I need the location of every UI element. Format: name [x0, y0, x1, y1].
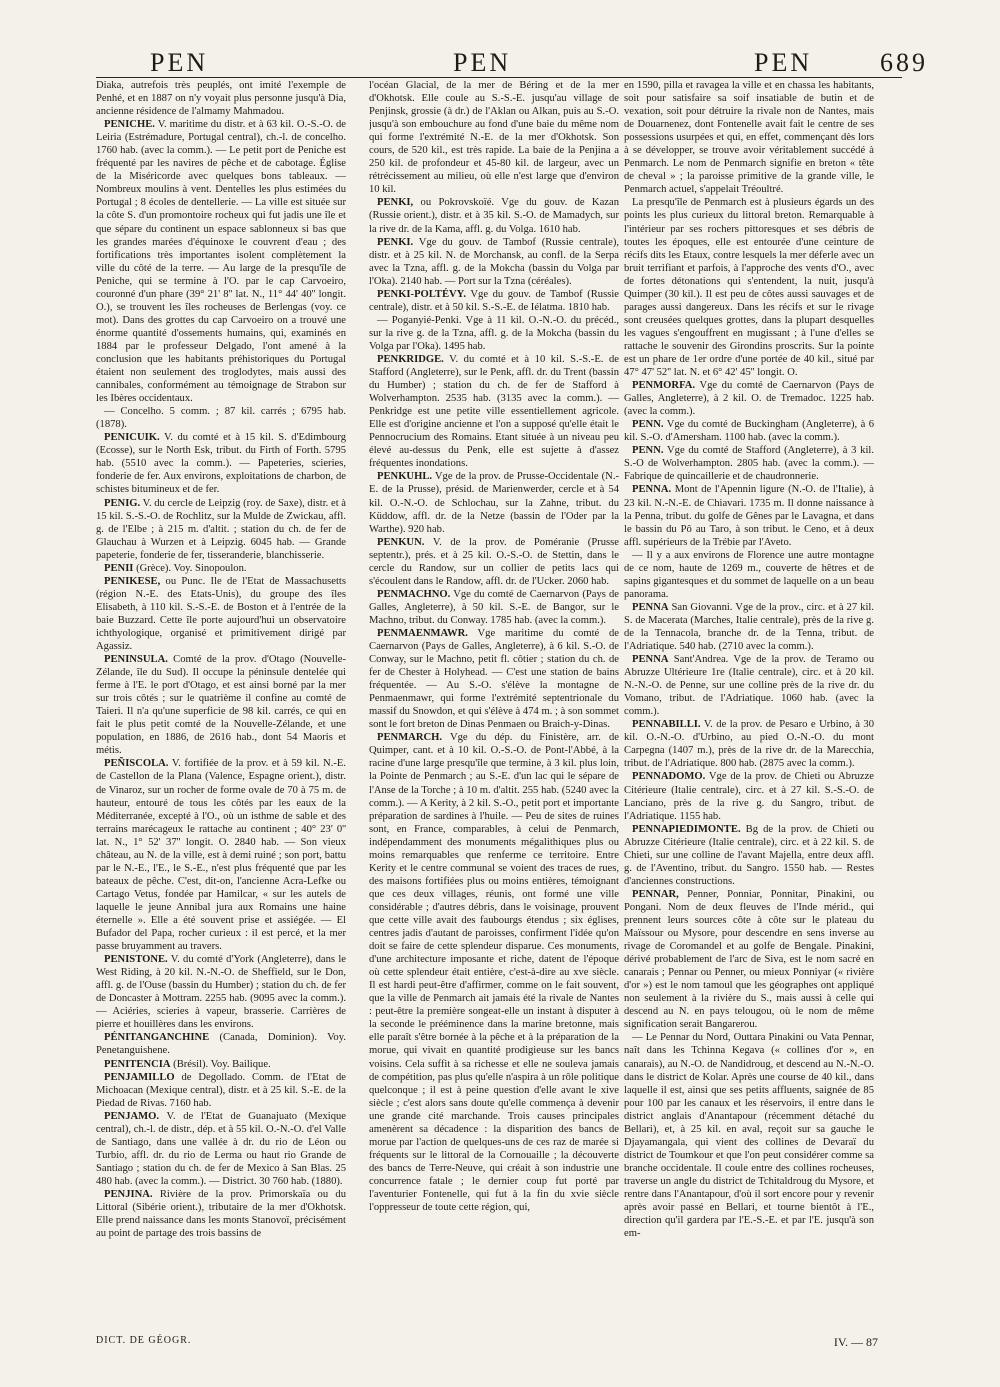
entry-paragraph — [369, 314, 619, 353]
entry-text: Mont de l'Apennin ligure (N.-O. de l'Italie), à 23 kil. N.-N.-E. de Chiavari. 1735 m. Il donne naissance à la Penna, tribut. du golfe de Gênes par le Lavagna, et dans le bassin du Pô au Taro, à son tribut. le Ceno, et à deux affl. supérieurs de la Trébie par l'Aveto. — [624, 484, 874, 548]
entry-text: Sant'Andrea. Vge de la prov. de Teramo ou Abruzze Ultérieure 1re (Italie centrale), circ. et à 20 kil. N.-N.-O. de Penne, sur une colline près de la rive dr. du Vomano, tribut. de l'Adriatique. 1060 hab. (avec la comm.). — [624, 654, 874, 718]
entry-text: Vge du comté de Caernarvon (Pays de Galles, Angleterre), à 2 kil. O. de Tremadoc. 1225 hab. (avec la comm.). — [624, 380, 874, 418]
entry-text: Vge du comté de Stafford (Angleterre), à 3 kil. S.-O de Wolverhampton. 2805 hab. (avec la comm.). — Fabrique de quincaillerie et de chaudronnerie. — [624, 445, 874, 483]
dictionary-entry — [624, 770, 874, 822]
dictionary-entry — [96, 1071, 346, 1110]
entry-text: Bg de la prov. de Chieti ou Abruzze Citérieure (Italie centrale), circ. et à 22 kil. S. de Chieti, sur une colline de l'avant Majella, entre deux affl. g. de l'Aventino, tribut. du Sangro. 1550 hab. — Restes d'anciennes constructions. — [624, 823, 874, 887]
entry-text: Penner, Ponniar, Ponnitar, Pinakini, ou Pongani. Nom de deux fleuves de l'Inde mérid., qui prennent leurs sources côte à côte sur le plateau du Maïssour ou Mysore, pour descendre en sens inverse au rivage de Coromandel et au golfe de Bengale. Pinakini, dérivé probablement de l'arc de Siva, est le nom sacré en canarais ; Pennar ou Penner, ou mieux Ponniyar (« rivière d'or ») est le nom tamoul que les géographes ont appliqué non seulement à la rivière du S., mais aussi à celle qui descend au N. en pays telougou, où le nom de même signification serait Bangarerou. — [624, 888, 874, 1031]
dictionary-entry — [96, 1188, 346, 1240]
entry-text: — Poganyié-Penki. Vge à 11 kil. O.-N.-O. du précéd., sur la rive g. de la Tzna, affl. g. de la Mokcha (bassin du Volga par l'Oka). 1495 hab. — [369, 314, 619, 352]
entry-text: — Concelho. 5 comm. ; 87 kil. carrés ; 6795 hab. (1878). — [96, 406, 346, 431]
entry-text: Vge du comté de Buckingham (Angleterre), à 6 kil. S.-O. d'Amersham. 1100 hab. (avec la comm.). — [624, 419, 874, 444]
entry-headword: PENNA — [632, 601, 669, 613]
entry-headword: PENNADOMO. — [632, 771, 706, 783]
footer-volume-mark: IV. — 87 — [833, 1335, 878, 1349]
page-footer — [96, 1335, 902, 1357]
entry-text: Comté de la prov. d'Otago (Nouvelle-Zélande, île du Sud). Il occupe la péninsule dentelée qui ferme à l'E. le port d'Otago, et est ainsi borné par la mer sur trois côtés ; sur le quatrième il confine au comté de Taieri. Il n'a qu'une superficie de 98 kil. carrés, ce qui en fait le plus petit comté de la Nouvelle-Zélande, et une population, en 1886, de 2616 hab., dont 54 Maoris et métis. — [96, 654, 346, 757]
entry-text: V. du comté d'York (Angleterre), dans le West Riding, à 20 kil. N.-N.-O. de Sheffield, sur le Don, affl. g. de l'Ouse (bassin du Humber) ; station du ch. de fer de Doncaster à Mottram. 2255 hab. (9095 avec la comm.). — Aciéries, scieries à vapeur, brasserie. Carrières de pierre et houillères dans les environs. — [96, 954, 346, 1031]
entry-text: V. maritime du distr. et à 63 kil. O.-S.-O. de Leiria (Estrémadure, Portugal central), ch.-l. de concelho. 1760 hab. (avec la comm.). — Le petit port de Peniche est fréquenté par les navires de pêche et de cabotage. Église de la Miséricorde avec quelques bons tableaux. — Nombreux moulins à vent. Dentelles les plus estimées du Portugal ; 8 écoles de dentellerie. — La ville est située sur la côte S. d'un promontoire rocheux qui fut jadis une île et que sépare du continent un espace sablonneux si bas que les grandes marées d'équinoxe le couvrent d'eau ; des fortifications très importantes isolent complètement la ville du côté de la terre. — Au large de la presqu'île de Peniche, qui se termine à l'O. par le cap Carvoeiro, couronné d'un phare (39° 21' 8'' lat. N., 11° 44' 40'' longit. O.), se trouvent les îles rocheuses de Berlengas (voy. ce mot). Dans des grottes du cap Carvoeiro on a trouvé une énorme quantité d'ossements humains, qui, examinés en 1884 par le professeur Delgado, l'ont amené à la conclusion que les habitants préhistoriques du Portugal étaient non seulement des troglodytes, mais aussi des cannibales, conformément au témoignage de Strabon sur les Ibères occidentaux. — [96, 119, 346, 405]
entry-text: de Degollado. Comm. de l'Etat de Michoacan (Mexique central), distr. et à 25 kil. S.-E. de la Piedad de Rivas. 7160 hab. — [96, 1071, 346, 1109]
dictionary-entry — [624, 483, 874, 548]
dictionary-entry — [624, 888, 874, 1032]
dictionary-entry — [624, 653, 874, 718]
entry-headword: PENMACHNO. — [377, 588, 451, 600]
entry-text: Vge du dép. du Finistère, arr. de Quimper, cant. et à 10 kil. O.-S.-O. de Pont-l'Abbé, à la racine d'une large presqu'île que termine, à 3 kil. plus loin, la Pointe de Penmarch ; au S.-E. d'un lac qui le sépare de l'Anse de la Torche ; à 10 m. d'altit. 255 hab. (5240 avec la comm.). — A Kerity, à 2 kil. S.-O., petit port et importante préparation de sardines à l'huile. — Peu de sites de ruines sont, en France, comparables, à celui de Penmarch, indépendamment des monuments mégalithiques plus ou moins remarquables que renferme ce territoire. Entre Kerity et le centre communal se voient des traces de rues, des maisons fortifiées plus ou moins entières, témoignant que ces deux villages, réunis, ont formé une ville considérable ; d'autres débris, dans le voisinage, prouvent que cette ville avait des faubourgs étendus ; six églises, centres jadis d'autant de paroisses, confirment l'idée qu'on doit se faire de cette splendeur disparue. Ces monuments, d'une architecture imposante et riche, datent de l'époque où cette splendeur était entière, c'est-à-dire au xve siècle. Il est hardi peut-être d'affirmer, comme on le fait souvent, que la ville de Penmarch ait jamais été la rivale de Nantes : peut-être la première songeat-elle un instant à disputer à la seconde le prééminence dans la marine bretonne, mais elle paraît s'être bornée à la pêche et à la préparation de la morue, qui vivait en quantité prodigieuse sur les bancs voisins. Cela suffit à sa richesse et elle ne souleva jamais de compétition, pas plus qu'elle n'aspira à un rôle politique quelconque ; il est à peine question d'elle avant le xive siècle ; c'est alors sans doute qu'elle commença à devenir une grande cité marchande. Trois causes principales amenèrent sa décadence : la disparition des bancs de morue par l'action de quelques-uns de ces raz de marée si fréquents sur le littoral de la Cornouaille ; la découverte des bancs de Terre-Neuve, qui créait à son industrie une concurrence fatale ; le dernier coup fut porté par l'aventurier Fontenelle, qui fut à la fin du xvie siècle l'oppresseur de toute cette région, qui, — [369, 732, 619, 1214]
entry-text: V. du cercle de Leipzig (roy. de Saxe), distr. et à 15 kil. S.-S.-O. de Rochlitz, sur la Mulde de Zwickau, affl. g. de l'Elbe ; à 215 m. d'altit. ; station du ch. de fer de Glauchau à Wurzen et à Leipzig. 6045 hab. — Grande papeterie, fonderie de fer, tisseranderie, blanchisserie. — [96, 497, 346, 561]
entry-paragraph — [624, 549, 874, 601]
entry-headword: PENJINA. — [104, 1188, 153, 1200]
entry-headword: PENNAPIEDIMONTE. — [632, 823, 741, 835]
dictionary-entry — [369, 731, 619, 1214]
entry-headword: PENISTONE. — [104, 954, 168, 966]
entry-headword: PENN. — [632, 419, 664, 431]
dictionary-entry — [96, 953, 346, 1031]
entry-text: V. du comté et à 10 kil. S.-S.-E. de Stafford (Angleterre), sur le Penk, affl. dr. du Trent (bassin du Humber) ; station du ch. de fer de Stafford à Wolverhampton. 2535 hab. (3135 avec la comm.). — Penkridge est une petite ville essentiellement agricole. Elle est d'origine ancienne et l'on a supposé qu'elle était le Pennocrucium des Romains. Etant située à un niveau peu élevé au-dessus du Penk, elle est sujette à d'assez fréquentes inondations. — [369, 353, 619, 470]
entry-headword: PENMARCH. — [377, 732, 443, 744]
entry-text: (Grèce). Voy. Sinopoulon. — [133, 562, 247, 574]
dictionary-entry — [369, 470, 619, 535]
dictionary-entry — [624, 823, 874, 888]
running-head-center: PEN — [453, 48, 512, 77]
entry-headword: PENICHE. — [104, 119, 155, 131]
entry-headword: PENMORFA. — [632, 380, 696, 392]
entry-headword: PENKUHL. — [377, 471, 433, 483]
entry-text: V. du comté et à 15 kil. S. d'Edimbourg (Ecosse), sur le North Esk, tribut. du Firth of Forth. 5795 hab. (5510 avec la comm.). — Papeteries, scieries, fonderie de fer. Aux environs, exploitations de charbon, de schistes bitumineux et de fer. — [96, 432, 346, 496]
dictionary-entry — [96, 757, 346, 953]
entry-headword: PENII — [104, 562, 134, 574]
dictionary-entry — [624, 601, 874, 653]
entry-text: V. fortifiée de la prov. et à 59 kil. N.-E. de Castellon de la Plana (Valence, Espagne orient.), distr. de Vinaroz, sur un rocher de forme ovale de 70 à 75 m. de hauteur, entouré de tous les côtés par les eaux de la Méditerranée, excepté à l'O., où un isthme de sable et des terrains marécageux le rattache au continent ; 40° 23' 0'' lat. N., 1° 52' 37'' longit. O. 2840 hab. — Son vieux château, au N. de la ville, est à demi ruiné ; son port, battu par le N.-E., l'E., le S.-E., n'est plus fréquenté que par les bateaux de pêche. C'est, dit-on, l'ancienne Acra-Lefke ou Cartago Vetus, fondée par Hamilcar, « sur les autels de laquelle le jeune Annibal jura aux Romains une haine éternelle ». Elle a été souvent prise et assiégée. — El Bufador del Papa, rocher curieux : il est percé, et la mer passe bruyamment au travers. — [96, 758, 346, 953]
entry-headword: PENJAMILLO — [104, 1071, 175, 1083]
entry-text: — Le Pennar du Nord, Outtara Pinakini ou Vata Pennar, naît dans les Tchinna Kegava (« collines d'or », en canarais), au N.-O. de Nandidroug, et descend au N.-N.-O. dans le district de Kolar. Après une course de 40 kil., dans laquelle il est, ainsi que ses petits affluents, saignée de 85 pour 100 par les canaux et les réservoirs, il entre dans le district anglais d'Anantapour (récemment détaché du Bellari), et, à 25 kil. en aval, reçoit sur sa gauche le Djayamangala, qui vient des collines de Devaraï du district de Toumkour et que l'on peut considérer comme sa branche occidentale. Il coule entre des collines rocheuses, traverse un angle du district de Tchitaldroug du Mysore, et rentre dans l'Anantapour, d'où il sort encore pour y revenir après avoir passé en Bellari, et tourne bientôt à l'E., direction qu'il gardera par l'E.-S.-E. et par l'E. jusqu'à son em- — [624, 1032, 874, 1240]
entry-paragraph — [624, 196, 874, 379]
dictionary-entry — [96, 562, 346, 575]
entry-text: l'océan Glacial, de la mer de Béring et de la mer d'Okhotsk. Elle coule au S.-S.-E. jusqu'au village de Penjinsk, grossie (à dr.) de l'Aklan ou Alkan, puis au S.-O. jusqu'à son embouchure au fond d'une baie du même nom qui forme l'extrémité N.-E. de la mer d'Okhotsk. Son cours, de 520 kil., est très rapide. La baie de la Penjina a 250 kil. de profondeur et 45-80 kil. de largeur, avec un rétrécissement au milieu, où elle n'est large que d'environ 10 kil. — [369, 80, 619, 196]
entry-text: — Il y a aux environs de Florence une autre montagne de ce nom, haute de 1269 m., couverte de hêtres et de sapins gigantesques et du sommet de laquelle on a un beau panorama. — [624, 549, 874, 600]
entry-text: Vge maritime du comté de Caernarvon (Pays de Galles, Angleterre), à 6 kil. S.-O. de Conway, sur le Machno, petit fl. côtier ; station du ch. de fer de Chester à Holyhead. — C'est une station de bains fréquentée. — Au S.-O. s'élève la montagne de Penmaenmawr, qui forme l'extrémité septentrionale du massif du Snowdon, et qui s'élève à 474 m. ; à son sommet sont le fort breton de Dinas Penmaen ou Braich-y-Dinas. — [369, 627, 619, 731]
entry-text: San Giovanni. Vge de la prov., circ. et à 27 kil. S. de Macerata (Marches, Italie centrale), près de la rive g. de la Tennacola, branche dr. de la Tenna, tribut. de l'Adriatique. 540 hab. (2710 avec la comm.). — [624, 601, 874, 653]
dictionary-entry — [96, 1058, 346, 1071]
entry-headword: PENKI-POLTÉVY. — [377, 288, 466, 300]
dictionary-entry — [624, 418, 874, 444]
dictionary-entry — [624, 718, 874, 770]
entry-headword: PENICUIK. — [104, 432, 160, 444]
entry-text: en 1590, pilla et ravagea la ville et en chassa les habitants, soit pour satisfaire sa soif insatiable de butin et de vexation, soit pour détruire la rivale non de Nantes, mais de Douarnenez, dont Fontenelle avait fait le centre de ses possessions usurpées et qui, en effet, commençant dès lors à se développer, se trouve avoir véritablement succédé à Penmarch. Le nom de Penmarch signifie en breton « tête de cheval » ; la paroisse primitive de la grande ville, le Penmarch actuel, s'appelait Tréoultré. — [624, 80, 874, 196]
dictionary-entry — [96, 431, 346, 496]
dictionary-entry — [369, 627, 619, 731]
dictionary-entry — [369, 196, 619, 235]
entry-text: (Brésil). Voy. Bailique. — [170, 1058, 271, 1070]
entry-headword: PENKRIDGE. — [377, 353, 444, 365]
entry-headword: PEÑISCOLA. — [104, 758, 169, 770]
entry-text: V. de la prov. de Pesaro e Urbino, à 30 kil. O.-N.-O. d'Urbino, au pied O.-N.-O. du mont Carpegna (1407 m.), près de la rive dr. de la Marecchia, tribut. de l'Adriatique. 800 hab. (2875 avec la comm.). — [624, 719, 874, 770]
entry-text: Vge de la prov. de Prusse-Occidentale (N.-E. de la Prusse), présid. de Marienwerder, cercle et à 54 kil. O.-N.-O. de Schlochau, sur la Zahne, tribut. du Küddow, affl. dr. de la Netze (bassin de l'Oder par la Warthe). 920 hab. — [369, 471, 619, 535]
dictionary-entry — [96, 497, 346, 562]
entry-text: Diaka, autrefois très peuplés, ont imité l'exemple de Penhé, et en 1887 on n'y voyait plus personne jusqu'à Dia, ancienne résidence de l'almamy Mahmadou. — [96, 80, 346, 118]
entry-paragraph — [369, 79, 619, 196]
entry-text: La presqu'île de Penmarch est à plusieurs égards un des points les plus curieux du littoral breton. Remarquable à l'intérieur par ses rochers pittoresques et ses débris de toutes les époques, elle est entourée d'une ceinture de récifs dits les Etaux, contre lesquels la mer déferle avec un bruit terrifiant et parfois, à l'approche des vents d'O., avec de fortes détonations qui s'entendent, la nuit, jusqu'à Quimper (30 kil.). Il est peu de côtes aussi sauvages et de parages aussi dangereux. Dans les récifs et sur le rivage sont creusées quelques grottes, dans la plupart desquelles les vagues s'engouffrent en mugissant ; à l'une d'elles se rattache le souvenir des Girondins proscrits. Sur la pointe est un phare de 1er ordre d'une portée de 40 kil., situé par 47° 47' 52'' lat. N. et 6° 42' 45'' longit. O. — [624, 197, 874, 379]
entry-headword: PENNA — [632, 654, 669, 666]
column-1 — [96, 79, 346, 1334]
entry-text: Vge de la prov. de Chieti ou Abruzze Citérieure (Italie centrale), circ. et à 27 kil. S.-S.-O. de Lanciano, près de la rive g. du Sangro, tribut. de l'Adriatique. 1155 hab. — [624, 771, 874, 822]
column-2 — [369, 79, 619, 1334]
entry-headword: PENMAENMAWR. — [377, 627, 468, 639]
dictionary-entry — [369, 236, 619, 288]
entry-paragraph — [624, 79, 874, 196]
dictionary-entry — [369, 288, 619, 314]
entry-text: V. de l'Etat de Guanajuato (Mexique central), ch.-l. de distr., dép. et à 55 kil. O.-N.-O. d'el Valle de Santiago, dans une vallée à dr. du rio de Léon ou Turbio, affl. dr. du rio de Lerma ou haut rio Grande de Santiago ; station du ch. de fer de Mexico à San Blas. 25 480 hab. (avec la comm.). — District. 30 760 hab. (1880). — [96, 1110, 346, 1187]
entry-headword: PENIG. — [104, 497, 141, 509]
entry-headword: PENNAR, — [632, 888, 679, 900]
text-columns — [96, 79, 906, 1334]
entry-headword: PENIKESE, — [104, 575, 161, 587]
entry-headword: PENINSULA. — [104, 654, 168, 666]
entry-paragraph — [96, 79, 346, 118]
dictionary-entry — [624, 444, 874, 483]
dictionary-entry — [96, 1031, 346, 1057]
dictionary-entry — [369, 353, 619, 470]
entry-headword: PENITENCIA — [104, 1058, 171, 1070]
entry-text: V. de la prov. de Poméranie (Prusse septentr.), prés. et à 25 kil. O.-S.-O. de Stettin, dans le cercle du Randow, sur un collier de petits lacs qui s'écoulent dans le Randow, affl. dr. de l'Ucker. 2060 hab. — [369, 536, 619, 587]
entry-headword: PENNABILLI. — [632, 719, 701, 731]
dictionary-entry — [96, 118, 346, 405]
entry-text: Vge du comté de Caernarvon (Pays de Galles, Angleterre), à 50 kil. S.-E. de Bangor, sur le Machno, tribut. du Conway. 1785 hab. (avec la comm.). — [369, 588, 619, 626]
entry-headword: PÉNITANGANCHINE — [104, 1032, 210, 1044]
entry-text: Rivière de la prov. Primorskaïa ou du Littoral (Sibérie orient.), tributaire de la mer d'Okhotsk. Elle prend naissance dans les monts Stanovoï, précisément au point de partage des trois bassins de — [96, 1188, 346, 1240]
running-head-left: PEN — [150, 48, 209, 77]
running-head-right: PEN — [754, 48, 813, 77]
entry-text: ou Pokrovskoïé. Vge du gouv. de Kazan (Russie orient.), distr. et à 35 kil. S.-O. de Mamadych, sur la rive dr. de la Kama, affl. g. du Volga. 1610 hab. — [369, 197, 619, 235]
entry-text: ou Punc. Ile de l'Etat de Massachusetts (région N.-E. des Etats-Unis), du groupe des îles Elisabeth, à 110 kil. S.-S.-E. de Boston et à l'entrée de la baie Buzzard. Cette île porte aujourd'hui un observatoire ichthyologique, organisé et primitivement dirigé par Agassiz. — [96, 575, 346, 653]
entry-headword: PENNA. — [632, 484, 672, 496]
dictionary-entry — [96, 575, 346, 653]
entry-headword: PENJAMO. — [104, 1110, 160, 1122]
dictionary-entry — [369, 588, 619, 627]
footer-signature: DICT. DE GÉOGR. — [96, 1335, 192, 1346]
entry-paragraph — [96, 405, 346, 431]
dictionary-entry — [96, 653, 346, 757]
entry-text: (Canada, Dominion). Voy. Penetanguishene. — [96, 1032, 346, 1057]
page-number: 689 — [880, 48, 928, 77]
entry-headword: PENKUN. — [377, 536, 425, 548]
entry-text: Vge du gouv. de Tambof (Russie centrale), distr. et à 50 kil. S.-S.-E. de Iélatma. 1810 hab. — [369, 288, 619, 313]
entry-headword: PENKI. — [377, 236, 414, 248]
entry-text: Vge du gouv. de Tambof (Russie centrale), distr. et à 25 kil. N. de Morchansk, au confl. de la Serpa avec la Tzna, affl. g. de la Mokcha (bassin du Volga par l'Oka). 2140 hab. — Port sur la Tzna (céréales). — [369, 236, 619, 287]
dictionary-entry — [624, 379, 874, 418]
entry-headword: PENN. — [632, 445, 664, 457]
header-rule — [96, 77, 902, 78]
entry-headword: PENKI, — [377, 197, 414, 209]
column-3 — [624, 79, 874, 1334]
dictionary-entry — [369, 536, 619, 588]
dictionary-entry — [96, 1110, 346, 1188]
entry-paragraph — [624, 1031, 874, 1240]
